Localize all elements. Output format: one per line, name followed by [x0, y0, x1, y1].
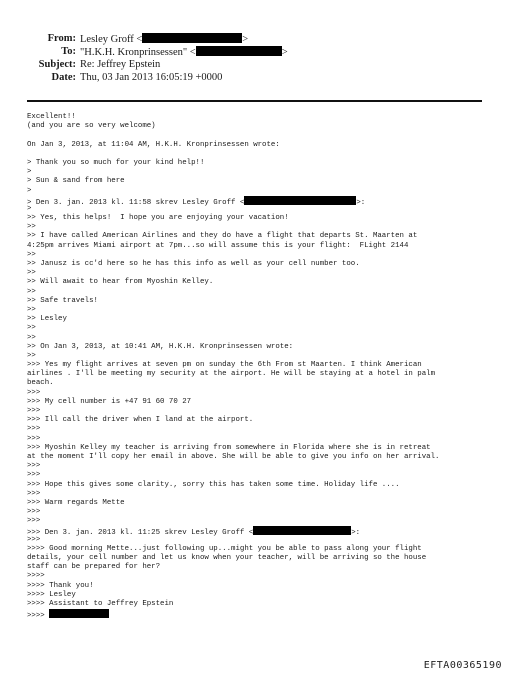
body-line: [27, 609, 497, 621]
body-line-text: >>> Myoshin Kelley my teacher is arriving from somewhere in Florida where she is in retreat: [27, 443, 431, 452]
body-line: [27, 462, 497, 471]
body-line-text: >>>: [27, 535, 41, 544]
body-line-text: >>>>: [27, 612, 50, 621]
body-line-text: beach.: [27, 379, 54, 388]
to-value: "H.K.H. Kronprinsessen" <: [80, 47, 196, 58]
body-line: [27, 177, 497, 186]
body-line-text: >>>>: [27, 572, 45, 581]
body-line-text: >: [27, 168, 32, 177]
body-line: [27, 196, 497, 205]
from-value: Lesley Groff <: [80, 34, 143, 45]
body-line-text: >>> My cell number is +47 91 60 70 27: [27, 397, 192, 406]
body-line-text: >>>: [27, 407, 41, 415]
redaction-bar: [49, 609, 109, 618]
body-line-text: >> On Jan 3, 2013, at 10:41 AM, H.K.H. Kronprinsessen wrote:: [27, 342, 294, 351]
email-body: [27, 113, 497, 621]
body-line: [27, 297, 497, 306]
body-line: [27, 223, 497, 232]
from-end: >: [242, 34, 249, 45]
body-line: [27, 517, 497, 526]
body-line-text: >>: [27, 333, 36, 342]
body-line: [27, 214, 497, 223]
to-label: To:: [61, 46, 76, 57]
body-line-text: >>: [27, 305, 36, 314]
body-line-text: >> Will await to hear from Myoshin Kelley.: [27, 278, 214, 287]
header-divider: [27, 100, 482, 102]
body-line: [27, 131, 497, 140]
date-label: Date:: [51, 72, 76, 83]
body-line: [27, 159, 497, 168]
subject-label: Subject:: [38, 59, 76, 70]
body-line-text: >>> Den 3. jan. 2013 kl. 11:25 skrev Lesley Groff <: [27, 529, 254, 538]
body-line-text: >>> Hope this gives some clarity., sorry this has taken some time. Holiday life ....: [27, 480, 400, 489]
to-end: >: [281, 47, 288, 58]
redaction-bar: [196, 46, 282, 56]
body-line-text: >>>: [27, 489, 41, 498]
body-line-text: > Den 3. jan. 2013 kl. 11:58 skrev Lesley Groff <: [27, 198, 245, 207]
redaction-bar: [142, 33, 242, 43]
body-line: [27, 490, 497, 499]
body-line-text: >>: [27, 223, 36, 232]
body-line: [27, 545, 497, 554]
body-line-text: staff can be prepared for her?: [27, 563, 161, 572]
body-line: [27, 260, 497, 269]
date-value: Thu, 03 Jan 2013 16:05:19 +0000: [80, 72, 223, 83]
body-line-text: >>: [27, 287, 36, 296]
body-line: [27, 600, 497, 609]
redaction-bar: [253, 526, 351, 535]
document-id: EFTA00365190: [423, 660, 502, 671]
body-line: [27, 407, 497, 416]
body-line-text: at the moment I'll copy her email in above. She will be able to give you info on her arrival.: [27, 452, 440, 461]
body-line-text: Excellent!!: [27, 113, 76, 121]
body-line: [27, 591, 497, 600]
body-line: [27, 278, 497, 287]
body-line-text: >>>> Thank you!: [27, 581, 94, 590]
body-line-text: >>>: [27, 425, 41, 434]
body-line: [27, 242, 497, 251]
body-line: [27, 379, 497, 388]
body-line: [27, 122, 497, 131]
body-line-text: >> I have called American Airlines and they do have a flight that departs St. Maarten at: [27, 232, 418, 241]
body-line: [27, 563, 497, 572]
body-line-text: >>: [27, 351, 36, 360]
body-line-text: > Sun & sand from here: [27, 177, 125, 186]
body-line-text: >>: [27, 250, 36, 259]
body-line: [27, 306, 497, 315]
body-line-text: >: [27, 204, 32, 213]
body-line: [27, 582, 497, 591]
body-line: [27, 398, 497, 407]
body-line-text: >>>: [27, 471, 41, 480]
body-line: [27, 251, 497, 260]
body-line-tail: >:: [356, 198, 366, 207]
body-line-text: >>>> Lesley: [27, 590, 76, 599]
body-line-tail: >:: [351, 529, 361, 538]
body-line: [27, 168, 497, 177]
body-line-text: airlines . I'll be meeting my security at the airport. He will be staying at a hotel in palm: [27, 370, 436, 379]
body-line-text: >>>: [27, 517, 41, 526]
redaction-bar: [244, 196, 356, 205]
subject-value: Re: Jeffrey Epstein: [80, 59, 161, 70]
body-line: [27, 361, 497, 370]
body-line-text: On Jan 3, 2013, at 11:04 AM, H.K.H. Kronprinsessen wrote:: [27, 140, 280, 149]
body-line-text: >> Yes, this helps! I hope you are enjoying your vacation!: [27, 214, 289, 223]
body-line-text: 4:25pm arrives Miami airport at 7pm...so will assume this is your flight: FLight 2144: [27, 241, 409, 250]
body-line: [27, 343, 497, 352]
body-line-text: >: [27, 186, 32, 195]
body-line: [27, 526, 497, 538]
body-line: [27, 453, 497, 462]
body-line: [27, 141, 497, 150]
body-line: [27, 499, 497, 508]
body-line: [27, 508, 497, 517]
body-line: [27, 334, 497, 343]
body-line-text: >>>: [27, 508, 41, 517]
body-line-text: >> Lesley: [27, 315, 67, 324]
body-line: [27, 187, 497, 196]
body-line: [27, 435, 497, 444]
body-line: [27, 150, 497, 159]
body-line: [27, 288, 497, 297]
body-line-text: >>: [27, 269, 36, 278]
body-line: [27, 232, 497, 241]
body-line-text: >>>: [27, 462, 41, 471]
body-line: [27, 269, 497, 278]
body-line: [27, 389, 497, 398]
body-line-text: >>> Yes my flight arrives at seven pm on sunday the 6th From st Maarten. I think American: [27, 361, 422, 370]
from-label: From:: [47, 33, 76, 44]
body-line-text: >>> Warm regards Mette: [27, 498, 125, 507]
body-line-text: >>: [27, 324, 36, 333]
body-line: [27, 481, 497, 490]
body-line-text: >>>: [27, 388, 41, 397]
body-line-text: > Thank you so much for your kind help!!: [27, 158, 205, 167]
body-line: [27, 370, 497, 379]
body-line: [27, 315, 497, 324]
body-line: [27, 425, 497, 434]
body-line: [27, 324, 497, 333]
body-line-text: (and you are so very welcome): [27, 122, 156, 131]
body-line-text: details, your cell number and let us know when your teacher, will be arriving so the house: [27, 554, 427, 562]
body-line-text: >>> Ill call the driver when I land at the airport.: [27, 416, 254, 425]
body-line-text: >> Janusz is cc'd here so he has this info as well as your cell number too.: [27, 260, 360, 268]
body-line-text: >>>: [27, 434, 41, 443]
body-line: [27, 554, 497, 563]
body-line: [27, 471, 497, 480]
body-line-text: >>>> Assistant to Jeffrey Epstein: [27, 599, 174, 608]
body-line-text: >>>> Good morning Mette...just following up...might you be able to pass along your flight: [27, 544, 422, 553]
body-line: [27, 416, 497, 425]
body-line: [27, 113, 497, 122]
body-line: [27, 352, 497, 361]
body-line: [27, 444, 497, 453]
body-line-text: >> Safe travels!: [27, 296, 98, 305]
body-line: [27, 572, 497, 581]
